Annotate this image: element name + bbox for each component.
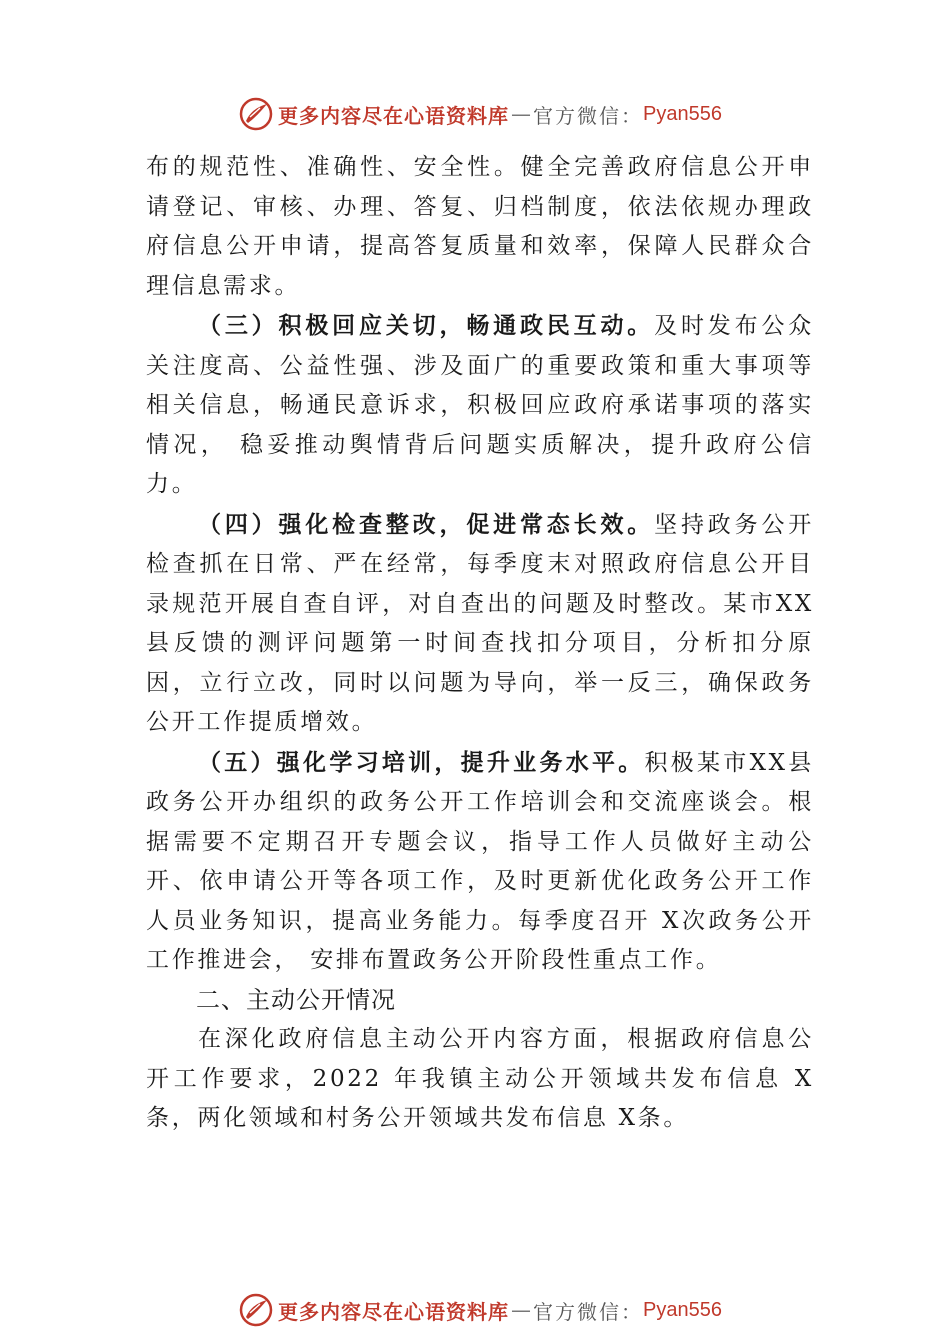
section-heading: 二、主动公开情况	[196, 985, 396, 1014]
brand-logo-icon	[238, 1292, 274, 1328]
section-3-body: 及时发布公众关注度高、公益性强、涉及面广的重要政策和重大事项等相关信息，畅通民意诉求，积极回应政府承诺事项的落实情况， 稳妥推动舆情背后问题实质解决，提升政府公信力。	[146, 313, 814, 497]
brand-name: 更多内容尽在心语资料库	[278, 1299, 509, 1324]
paragraph-continued: 布的规范性、准确性、安全性。健全完善政府信息公开申请登记、审核、办理、答复、归档制度，依法依规办理政府信息公开申请，提高答复质量和效率，保障人民群众合理信息需求。	[146, 154, 814, 299]
separator-dash: —	[511, 102, 531, 126]
brand-name: 更多内容尽在心语资料库	[278, 103, 509, 128]
paragraph-final: 在深化政府信息主动公开内容方面，根据政府信息公开工作要求，2022 年我镇主动公开领域共发布信息 X条，两化领域和村务公开领域共发布信息 X条。	[146, 1026, 814, 1131]
brand-logo-icon	[238, 96, 274, 132]
wechat-label: 官方微信：	[533, 103, 643, 128]
section-5-paragraph	[146, 743, 814, 981]
section-4-lead: （四）强化检查整改，促进常态长效。	[198, 510, 655, 538]
section-5-body: 积极某市XX县政务公开办组织的政务公开工作培训会和交流座谈会。根据需要不定期召开专题会议，指导工作人员做好主动公开、依申请公开等各项工作，及时更新优化政务公开工作人员业务知识，提高业务能力。每季度召开 X次政务公开工作推进会， 安排布置政务公开阶段性重点工作。	[146, 749, 814, 973]
watermark-footer	[238, 1290, 738, 1330]
section-3-paragraph	[146, 306, 814, 505]
section-4-paragraph	[146, 505, 814, 743]
wechat-id: Pyan556	[643, 1298, 722, 1321]
wechat-label: 官方微信：	[533, 1299, 643, 1324]
document-body	[146, 148, 814, 1139]
watermark-header	[238, 94, 738, 134]
section-3-lead: （三）积极回应关切，畅通政民互动。	[198, 312, 655, 339]
separator-dash: —	[511, 1298, 531, 1322]
wechat-id: Pyan556	[643, 102, 722, 125]
section-4-body: 坚持政务公开检查抓在日常、严在经常，每季度末对照政府信息公开目录规范开展自查自评，对自查出的问题及时整改。某市XX县反馈的测评问题第一时间查找扣分项目，分析扣分原因，立行立改，同时以问题为导向，举一反三，确保政务公开工作提质增效。	[146, 511, 814, 735]
section-5-lead: （五）强化学习培训，提升业务水平。	[198, 748, 645, 776]
